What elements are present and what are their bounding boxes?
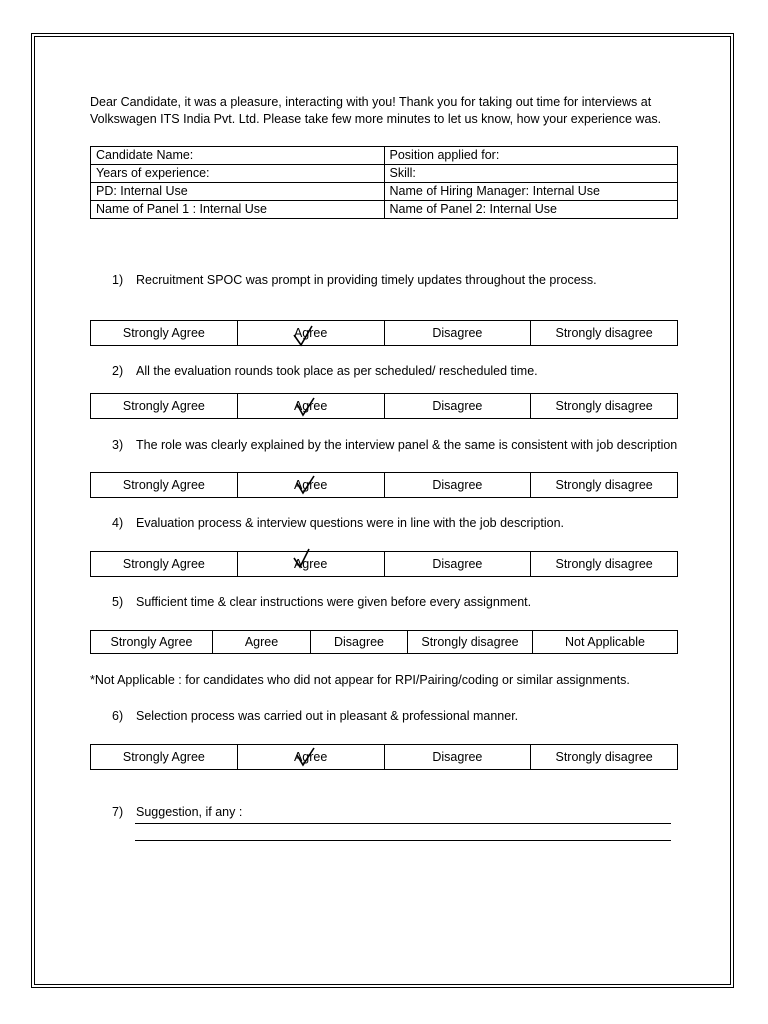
option-strongly-disagree[interactable]: Strongly disagree xyxy=(531,321,678,346)
option-strongly-disagree[interactable]: Strongly disagree xyxy=(531,473,678,498)
option-label: Agree xyxy=(293,750,328,764)
option-strongly-agree[interactable]: Strongly Agree xyxy=(91,552,238,577)
question-number: 6) xyxy=(112,709,124,723)
suggestion-line-1[interactable] xyxy=(135,823,671,824)
option-strongly-agree[interactable]: Strongly Agree xyxy=(91,745,238,770)
option-disagree[interactable]: Disagree xyxy=(384,552,531,577)
option-disagree[interactable]: Disagree xyxy=(384,473,531,498)
question-text: Sufficient time & clear instructions were given before every assignment. xyxy=(136,595,532,609)
question-text: Recruitment SPOC was prompt in providing timely updates throughout the process. xyxy=(136,273,597,287)
option-label: Agree xyxy=(293,557,328,571)
table-row xyxy=(91,165,678,183)
question-2 xyxy=(112,364,538,378)
checkmark-icon xyxy=(292,548,314,572)
checkmark-icon xyxy=(293,325,315,349)
table-row xyxy=(91,201,678,219)
option-strongly-agree[interactable]: Strongly Agree xyxy=(91,631,213,654)
rating-row-5 xyxy=(90,630,678,654)
question-number: 1) xyxy=(112,273,124,287)
option-disagree[interactable]: Disagree xyxy=(311,631,408,654)
option-agree[interactable] xyxy=(237,394,384,419)
info-cell: Candidate Name: xyxy=(91,147,385,165)
question-6 xyxy=(112,709,518,723)
info-cell: Name of Panel 2: Internal Use xyxy=(384,201,678,219)
checkmark-icon xyxy=(296,396,318,420)
option-label: Agree xyxy=(293,478,328,492)
info-cell: Years of experience: xyxy=(91,165,385,183)
option-label: Agree xyxy=(293,326,328,340)
question-number: 3) xyxy=(112,438,124,452)
question-number: 2) xyxy=(112,364,124,378)
question-number: 5) xyxy=(112,595,124,609)
option-strongly-disagree[interactable]: Strongly disagree xyxy=(531,745,678,770)
question-3 xyxy=(112,438,677,452)
not-applicable-note: *Not Applicable : for candidates who did not appear for RPI/Pairing/coding or similar assignments. xyxy=(90,673,630,687)
table-row xyxy=(91,183,678,201)
question-5 xyxy=(112,595,531,609)
question-7 xyxy=(112,805,242,819)
option-strongly-agree[interactable]: Strongly Agree xyxy=(91,473,238,498)
candidate-info-table xyxy=(90,146,678,219)
option-agree[interactable] xyxy=(237,552,384,577)
checkmark-icon xyxy=(296,474,318,498)
info-cell: Position applied for: xyxy=(384,147,678,165)
question-text: Evaluation process & interview questions were in line with the job description. xyxy=(136,516,565,530)
rating-row-6 xyxy=(90,744,678,770)
info-cell: Skill: xyxy=(384,165,678,183)
option-not-applicable[interactable]: Not Applicable xyxy=(533,631,678,654)
question-4 xyxy=(112,516,564,530)
option-disagree[interactable]: Disagree xyxy=(384,745,531,770)
rating-row-2 xyxy=(90,393,678,419)
checkmark-icon xyxy=(296,746,318,770)
question-text: Selection process was carried out in pleasant & professional manner. xyxy=(136,709,519,723)
info-cell: PD: Internal Use xyxy=(91,183,385,201)
question-text: All the evaluation rounds took place as per scheduled/ rescheduled time. xyxy=(136,364,538,378)
option-strongly-disagree[interactable]: Strongly disagree xyxy=(408,631,533,654)
question-text: Suggestion, if any : xyxy=(136,805,243,819)
option-agree[interactable] xyxy=(237,473,384,498)
option-strongly-agree[interactable]: Strongly Agree xyxy=(91,394,238,419)
option-agree[interactable]: Agree xyxy=(213,631,311,654)
option-agree[interactable] xyxy=(237,321,384,346)
rating-row-4 xyxy=(90,551,678,577)
question-number: 4) xyxy=(112,516,124,530)
rating-row-1 xyxy=(90,320,678,346)
info-cell: Name of Panel 1 : Internal Use xyxy=(91,201,385,219)
option-strongly-agree[interactable]: Strongly Agree xyxy=(91,321,238,346)
intro-text: Dear Candidate, it was a pleasure, interacting with you! Thank you for taking out time for interviews at Volkswagen ITS India Pvt. Ltd. Please take few more minutes to let us know, how your experience was. xyxy=(90,95,662,126)
option-strongly-disagree[interactable]: Strongly disagree xyxy=(531,552,678,577)
rating-row-3 xyxy=(90,472,678,498)
question-number: 7) xyxy=(112,805,124,819)
suggestion-line-2[interactable] xyxy=(135,840,671,841)
question-1 xyxy=(112,273,597,287)
question-text: The role was clearly explained by the interview panel & the same is consistent with job description xyxy=(136,438,678,452)
option-agree[interactable] xyxy=(237,745,384,770)
option-disagree[interactable]: Disagree xyxy=(384,394,531,419)
info-cell: Name of Hiring Manager: Internal Use xyxy=(384,183,678,201)
option-strongly-disagree[interactable]: Strongly disagree xyxy=(531,394,678,419)
option-label: Agree xyxy=(293,399,328,413)
option-disagree[interactable]: Disagree xyxy=(384,321,531,346)
table-row xyxy=(91,147,678,165)
